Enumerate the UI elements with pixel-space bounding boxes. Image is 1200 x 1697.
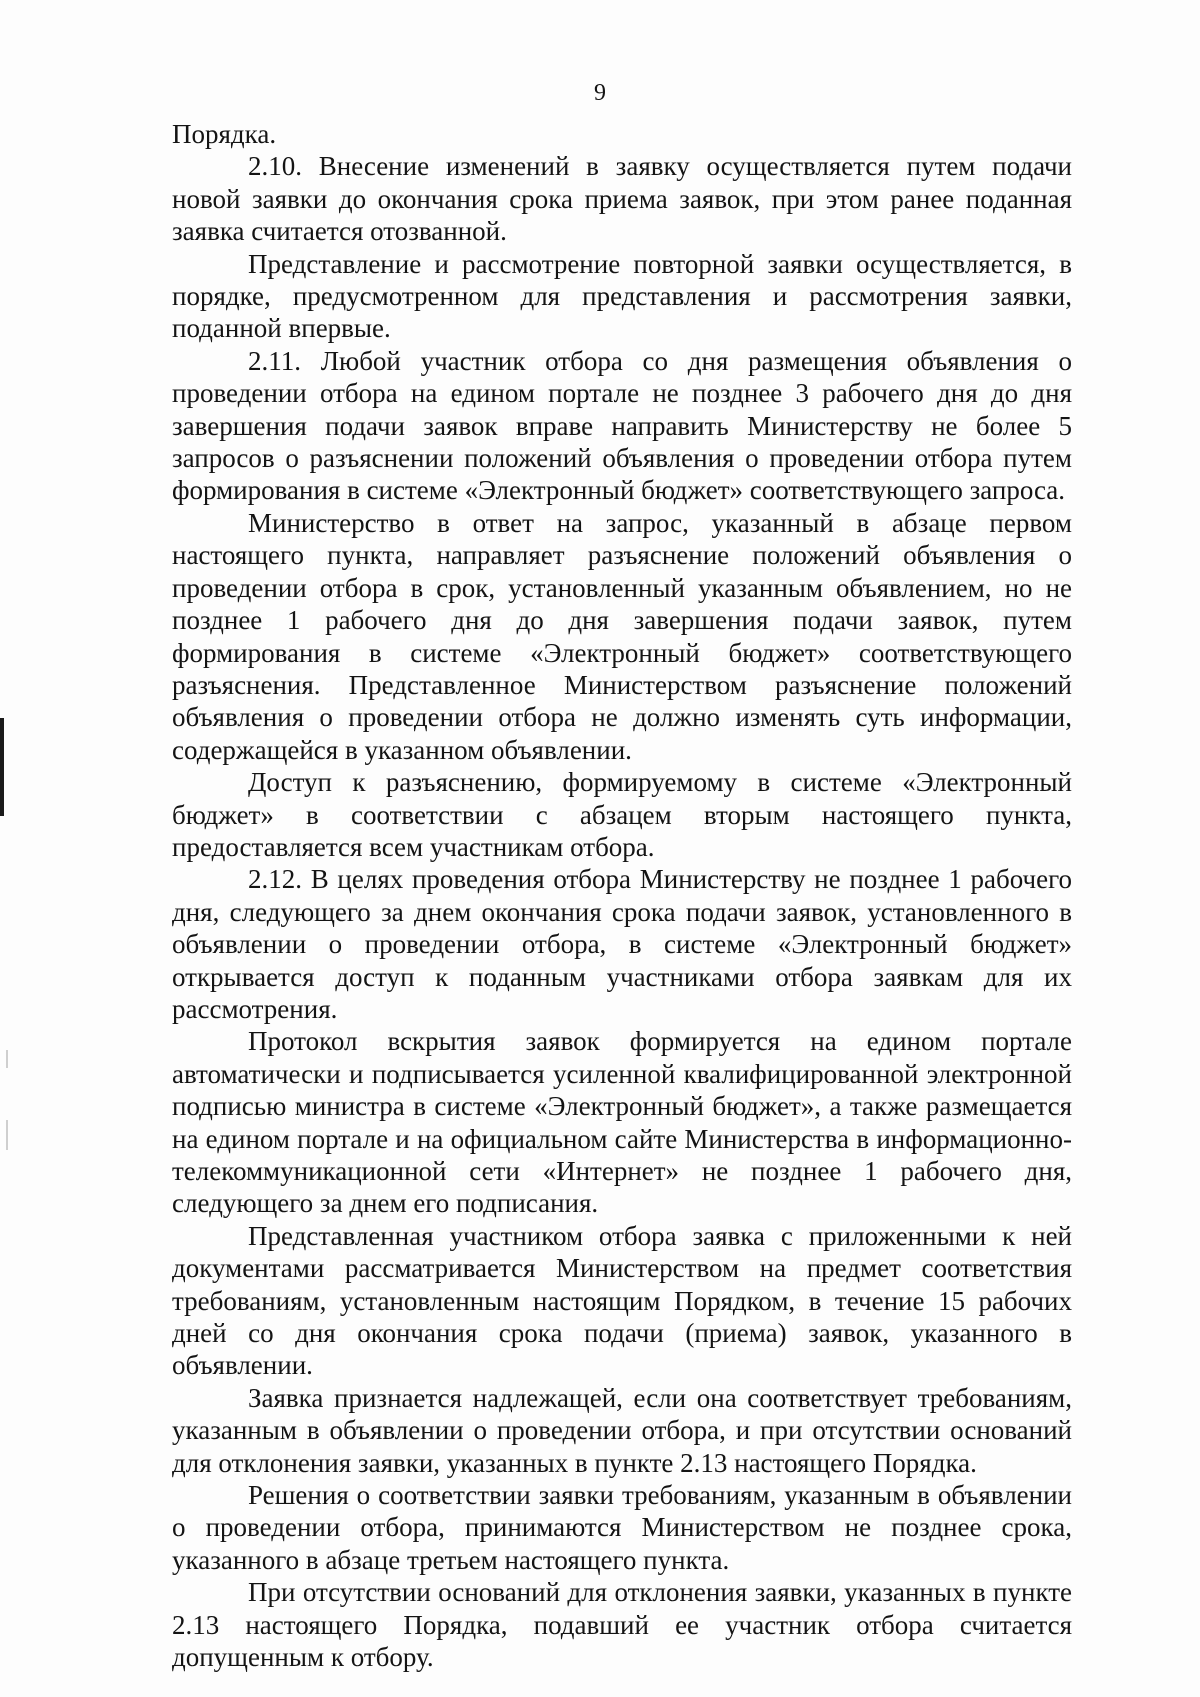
paragraph: Решения о соответствии заявки требованиям, указанным в объявлении о проведении отбора, принимаются Министерством не позднее срока, указанного в абзаце третьем настоящего пункта. bbox=[172, 1480, 1072, 1575]
paragraph: Протокол вскрытия заявок формируется на едином портале автоматически и подписывается усиленной квалифицированной электронной подписью министра в системе «Электронный бюджет», а также размещается на едином портале и на официальном сайте Министерства в информационно-телекоммуникационной сети «Интернет» не позднее 1 рабочего дня, следующего за днем его подписания. bbox=[172, 1026, 1072, 1219]
scan-margin-mark bbox=[0, 718, 4, 816]
scan-speck bbox=[6, 1120, 8, 1150]
paragraph: Министерство в ответ на запрос, указанный в абзаце первом настоящего пункта, направляет разъяснение положений объявления о проведении отбора в срок, установленный указанным объявлением, но не позднее 1 рабочего дня до дня завершения подачи заявок, путем формирования в системе «Электронный бюджет» соответствующего разъяснения. Представленное Министерством разъяснение положений объявления о проведении отбора не должно изменять суть информации, содержащейся в указанном объявлении. bbox=[172, 507, 1072, 765]
paragraph: Доступ к разъяснению, формируемому в системе «Электронный бюджет» в соответствии с абзацем вторым настоящего пункта, предоставляется всем участникам отбора. bbox=[172, 767, 1072, 862]
paragraph: При отсутствии оснований для отклонения заявки, указанных в пункте 2.13 настоящего Порядка, подавший ее участник отбора считается допущенным к отбору. bbox=[172, 1577, 1072, 1673]
scan-speck bbox=[6, 1050, 8, 1068]
paragraph: 2.12. В целях проведения отбора Министерству не позднее 1 рабочего дня, следующего за днем окончания срока подачи заявок, установленного в объявлении о проведении отбора, в системе «Электронный бюджет» открывается доступ к поданным участниками отбора заявкам для их рассмотрения. bbox=[172, 864, 1072, 1024]
paragraph: Представление и рассмотрение повторной заявки осуществляется, в порядке, предусмотренном для представления и рассмотрения заявки, поданной впервые. bbox=[172, 248, 1072, 344]
document-body bbox=[172, 118, 1072, 1674]
paragraph: 2.11. Любой участник отбора со дня размещения объявления о проведении отбора на едином портале не позднее 3 рабочего дня до дня завершения подачи заявок вправе направить Министерству не более 5 запросов о разъяснении положений объявления о проведении отбора путем формирования в системе «Электронный бюджет» соответствующего запроса. bbox=[172, 345, 1072, 506]
paragraph: Порядка. bbox=[172, 119, 277, 149]
paragraph: 2.10. Внесение изменений в заявку осуществляется путем подачи новой заявки до окончания срока приема заявок, при этом ранее поданная заявка считается отозванной. bbox=[172, 151, 1072, 247]
paragraph: Заявка признается надлежащей, если она соответствует требованиям, указанным в объявлении о проведении отбора, и при отсутствии оснований для отклонения заявки, указанных в пункте 2.13 настоящего Порядка. bbox=[172, 1382, 1072, 1478]
page-number: 9 bbox=[594, 80, 606, 106]
paragraph: Представленная участником отбора заявка с приложенными к ней документами рассматривается Министерством на предмет соответствия требованиям, установленным настоящим Порядком, в течение 15 рабочих дней со дня окончания срока подачи (приема) заявок, указанного в объявлении. bbox=[172, 1220, 1072, 1381]
